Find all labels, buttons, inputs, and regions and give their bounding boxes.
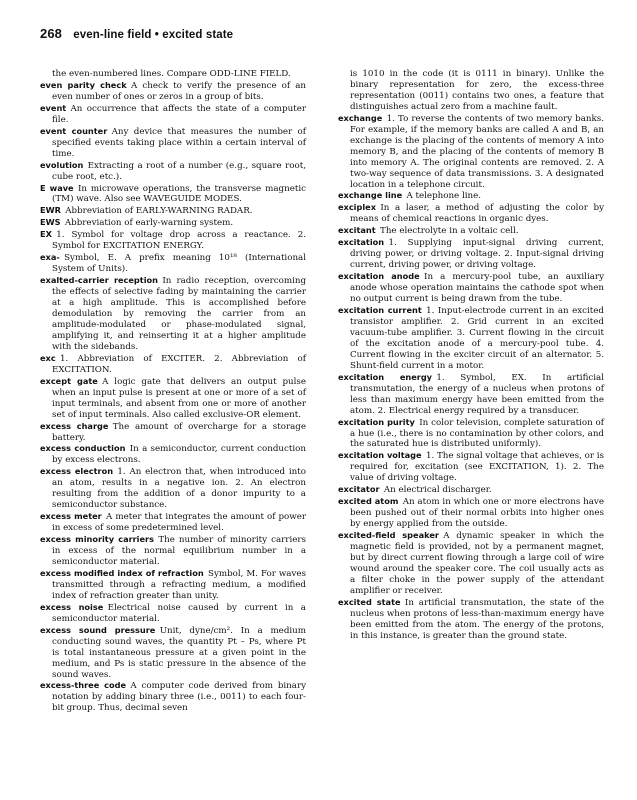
entry-definition: The number of minority carriers in excess of the normal equilibrium number in a semiconductor material. xyxy=(52,535,306,567)
entry-definition: Unit, dyne/cm². In a medium conducting sound waves, the quantity Pt – Ps, where Pt is total instantaneous pressure at a given point in the medium, and Ps is static pressure in the absence of the sound waves. xyxy=(52,625,306,680)
dictionary-entry xyxy=(338,417,604,451)
dictionary-entry xyxy=(40,160,306,183)
entry-term: EX xyxy=(40,229,52,240)
dictionary-entry xyxy=(40,69,306,80)
entry-definition: 1. The signal voltage that achieves, or is required for, excitation (see EXCITATION, 1). 2. The value of driving voltage. xyxy=(350,451,605,484)
running-header xyxy=(40,26,600,41)
entry-definition: The electrolyte in a voltaic cell. xyxy=(380,226,519,237)
entry-definition: is 1010 in the code (it is 0111 in binary). Unlike the binary representation for zero, the excess-three representation (0011) contains two ones, a feature that distinguishes actual zero from a machine fault. xyxy=(350,69,604,112)
entry-definition: A dynamic speaker in which the magnetic field is provided, not by a permanent magnet, but by direct current flowing through a large coil of wire wound around the speaker core. The coil usually acts as a filter choke in the power supply of the attendant amplifier or receiver. xyxy=(350,531,604,596)
entry-definition: 1. Symbol, EX. In artificial transmutation, the energy of a nucleus when protons of less than maximum energy have been emitted from the atom. 2. Electrical energy required by a transducer. xyxy=(350,372,604,416)
entry-term: excitation purity xyxy=(338,416,415,427)
entry-term: excess noise xyxy=(40,601,104,612)
entry-term: event counter xyxy=(40,125,108,136)
entry-term: excess conduction xyxy=(40,443,126,454)
dictionary-entry xyxy=(40,229,306,252)
entry-term: excited state xyxy=(338,596,401,607)
dictionary-entry xyxy=(40,602,306,625)
entry-term: evolution xyxy=(40,159,84,170)
entry-definition: Any device that measures the number of specified events taking place within a certain interval of time. xyxy=(52,126,306,159)
dictionary-entry xyxy=(40,511,306,534)
dictionary-entry xyxy=(338,305,604,372)
dictionary-entry xyxy=(40,534,306,568)
entry-definition: Abbreviation of early-warning system. xyxy=(64,218,234,229)
entry-term: exalted-carrier reception xyxy=(40,275,158,286)
dictionary-entry xyxy=(40,568,306,602)
entry-term: excess electron xyxy=(40,466,114,477)
entry-definition: Electrical noise caused by current in a semiconductor material. xyxy=(52,602,306,624)
dictionary-entry xyxy=(40,353,306,376)
entry-definition: A telephone line. xyxy=(406,191,482,202)
entry-term: excitation voltage xyxy=(338,450,422,461)
entry-term: E wave xyxy=(40,182,74,193)
dictionary-entry xyxy=(338,190,604,202)
dictionary-entry xyxy=(338,225,604,237)
entry-definition: The amount of overcharge for a storage battery. xyxy=(52,421,306,443)
dictionary-entry xyxy=(40,205,306,217)
dictionary-entry xyxy=(338,496,604,530)
right-column xyxy=(338,69,604,642)
entry-term: excess sound pressure xyxy=(40,624,156,635)
entry-term: excitator xyxy=(338,484,380,495)
dictionary-entry xyxy=(40,126,306,160)
entry-definition: In microwave operations, the transverse magnetic (TM) wave. Also see WAVEGUIDE MODES. xyxy=(52,183,306,205)
entry-term: event xyxy=(40,102,67,113)
entry-definition: In radio reception, overcoming the effects of selective fading by maintaining the carrier at a high amplitude. This is accomplished before demodulation by removing the carrier from an amplitude-modulated or phase-modulated signal, amplifying it, and reinserting it at a higher amplitude with the sidebands. xyxy=(52,276,307,352)
dictionary-entry xyxy=(338,597,604,642)
running-head: even-line field • excited state xyxy=(73,29,234,41)
entry-definition: In artificial transmutation, the state of the nucleus when protons of less-than-maximum energy have been emitted from the atom. The energy of the protons, in this instance, is greater than the ground state. xyxy=(350,597,605,641)
entry-term: exc xyxy=(40,352,56,363)
entry-term: excess-three code xyxy=(40,680,127,691)
entry-definition: Abbreviation of EARLY-WARNING RADAR. xyxy=(65,206,253,217)
entry-definition: 1. Supplying input-signal driving current, driving power, or driving voltage. 2. Input-signal driving current, driving power, or driving voltage. xyxy=(350,238,604,271)
dictionary-entry xyxy=(338,530,604,597)
entry-term: EWR xyxy=(40,205,61,216)
entry-definition: An atom in which one or more electrons have been pushed out of their normal orbits into higher ones by energy applied from the outside. xyxy=(350,497,604,530)
dictionary-entry xyxy=(40,443,306,466)
entry-term: excitation energy xyxy=(338,371,433,382)
dictionary-entry xyxy=(338,202,604,225)
entry-definition: 1. Input-electrode current in an excited transistor amplifier. 2. Grid current in an excited vacuum-tube amplifier. 3. Current flowing in the circuit of the excitation anode of a mercury-pool tube. 4. Current flowing in the exciter circuit of an alternator. 5. Shunt-field current in a motor. xyxy=(350,306,604,371)
entry-term: excitation anode xyxy=(338,271,420,282)
dictionary-entry xyxy=(338,69,604,113)
dictionary-entry xyxy=(40,103,306,126)
entry-definition: the even-numbered lines. Compare ODD-LINE FIELD. xyxy=(52,69,291,79)
dictionary-entry xyxy=(40,376,306,421)
dictionary-entry xyxy=(40,680,306,714)
dictionary-entry xyxy=(338,484,604,496)
entry-definition: Extracting a root of a number (e.g., square root, cube root, etc.). xyxy=(52,160,306,182)
entry-definition: 1. An electron that, when introduced into an atom, results in a negative ion. 2. An electron resulting from the addition of a donor impurity to a semiconductor substance. xyxy=(52,467,306,511)
dictionary-entry xyxy=(338,237,604,271)
dictionary-entry xyxy=(40,252,306,275)
entry-term: EWS xyxy=(40,217,61,228)
entry-definition: In a mercury-pool tube, an auxiliary anode whose operation maintains the cathode spot when no output current is being drawn from the tube. xyxy=(350,272,604,305)
entry-term: excited atom xyxy=(338,496,399,507)
entry-term: excitant xyxy=(338,225,376,236)
entry-definition: An electrical discharger. xyxy=(383,485,492,496)
entry-term: exchange xyxy=(338,112,383,123)
dictionary-entry xyxy=(40,466,306,511)
dictionary-entry xyxy=(40,183,306,206)
entry-definition: A computer code derived from binary notation by adding binary three (i.e., 0011) to each four-bit group. Thus, decimal seven xyxy=(52,681,306,714)
entry-definition: An occurrence that affects the state of a computer file. xyxy=(52,103,306,125)
entry-definition: A meter that integrates the amount of power in excess of some predetermined level. xyxy=(52,512,306,534)
entry-definition: In a laser, a method of adjusting the color by means of chemical reactions in organic dyes. xyxy=(350,203,604,225)
entry-term: excitation xyxy=(338,237,385,248)
entry-term: excess charge xyxy=(40,420,109,431)
entry-term: excited-field speaker xyxy=(338,530,439,541)
entry-definition: Symbol, M. For waves transmitted through a refracting medium, a modified index of refraction greater than unity. xyxy=(52,568,306,601)
dictionary-entry xyxy=(40,80,306,103)
entry-term: exciplex xyxy=(338,202,376,213)
entry-term: exchange line xyxy=(338,190,403,201)
entry-definition: In a semiconductor, current conduction by excess electrons. xyxy=(52,444,306,466)
entry-term: excess minority carriers xyxy=(40,534,154,545)
entry-term: excess modified index of refraction xyxy=(40,567,204,578)
dictionary-entry xyxy=(338,271,604,305)
entry-term: excess meter xyxy=(40,511,102,522)
entry-definition: A check to verify the presence of an even number of ones or zeros in a group of bits. xyxy=(52,80,306,102)
entry-term: exa- xyxy=(40,252,60,263)
dictionary-entry xyxy=(338,450,604,484)
entry-definition: In color television, complete saturation of a hue (i.e., there is no contamination by other colors, and the saturated hue is distributed uniformly). xyxy=(350,417,604,450)
entry-term: even parity check xyxy=(40,79,127,90)
entry-definition: 1. To reverse the contents of two memory banks. For example, if the memory banks are called A and B, an exchange is the placing of the contents of memory A into memory B, and the placing of the contents of memory B into memory A. The original contents are removed. 2. A two-way sequence of data transmissions. 3. A designated location in a telephone circuit. xyxy=(350,113,604,190)
entry-definition: 1. Symbol for voltage drop across a reactance. 2. Symbol for EXCITATION ENERGY. xyxy=(52,230,306,252)
page-number: 268 xyxy=(40,26,62,41)
dictionary-entry xyxy=(338,113,604,191)
dictionary-entry xyxy=(40,217,306,229)
dictionary-entry xyxy=(40,625,306,681)
dictionary-entry xyxy=(40,275,306,353)
dictionary-entry xyxy=(40,421,306,444)
entry-definition: 1. Abbreviation of EXCITER. 2. Abbreviation of EXCITATION. xyxy=(52,353,306,375)
dictionary-entry xyxy=(338,372,604,417)
entry-term: excitation current xyxy=(338,305,422,316)
left-column xyxy=(40,69,306,714)
entry-definition: A logic gate that delivers an output pulse when an input pulse is present at one or more of a set of input terminals, and absent from one or more of another set of input terminals. Also called exclusive-OR element. xyxy=(52,376,307,420)
entry-term: except gate xyxy=(40,375,98,386)
entry-definition: Symbol, E. A prefix meaning 10¹⁸ (International System of Units). xyxy=(52,253,306,275)
